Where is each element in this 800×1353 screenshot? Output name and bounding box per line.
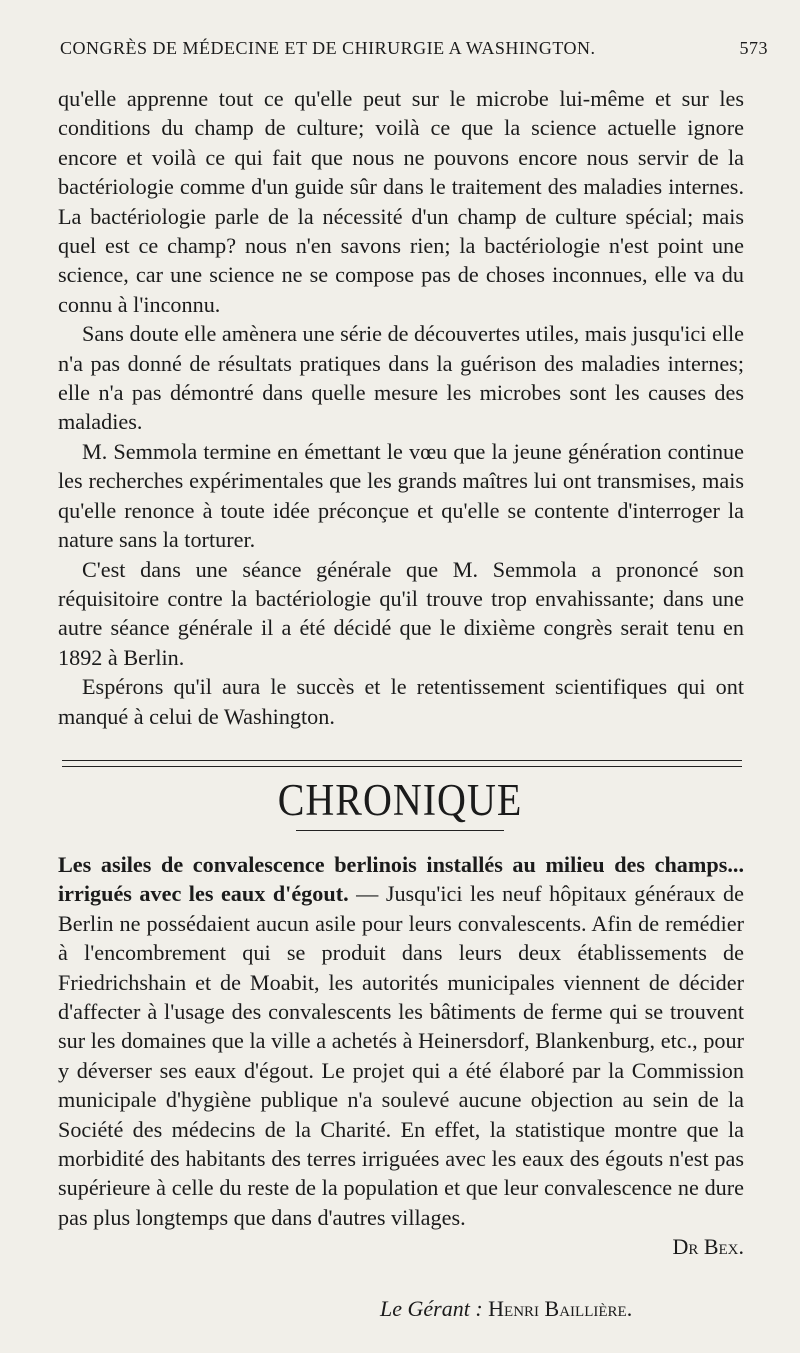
paragraph: Espérons qu'il aura le succès et le retentissement scientifiques qui ont manqué à celui de Washington. xyxy=(58,674,744,729)
gerant-label: Le Gérant : xyxy=(380,1296,483,1321)
chronicle-text: — Jusqu'ici les neuf hôpitaux généraux de Berlin ne possédaient aucun asile pour leurs convalescents. Afin de remédier à l'encombrement qui se produit dans leurs deux établissements de Friedrichshain et de Moabit, les autorités municipales viennent de décider d'affecter à l'usage des convalescents les bâtiments de ferme qui se trouvent sur les domaines que la ville a achetés à Heinersdorf, Blankenburg, etc., pour y déverser ses eaux d'égout. Le projet qui a été élaboré par la Commission municipale d'hygiène publique n'a soulevé aucune objection au sein de la Société des médecins de la Charité. En effet, la statistique montre que la morbidité des habitants des terres irriguées avec les eaux des égouts n'est pas supérieure à celle du reste de la population et que leur convalescence ne dure pas plus longtemps que dans d'autres villages. xyxy=(58,881,744,1230)
page-number: 573 xyxy=(739,38,768,58)
title-underline xyxy=(296,830,504,831)
chronicle-article xyxy=(58,850,744,1262)
section-divider xyxy=(62,760,742,767)
paragraph: C'est dans une séance générale que M. Semmola a prononcé son réquisitoire contre la bactériologie qu'il trouve trop envahissante; dans une autre séance générale il a été décidé que le dixième congrès serait tenu en 1892 à Berlin. xyxy=(58,556,744,670)
author-signature: Dr Bex. xyxy=(672,1234,744,1260)
chronicle-heading: Les asiles de convalescence berlinois installés au milieu des champs... irrigués avec les eaux d'égout. xyxy=(58,852,744,907)
paragraph: Sans doute elle amènera une série de découvertes utiles, mais jusqu'ici elle n'a pas donné de résultats pratiques dans la guérison des maladies internes; elle n'a pas démontré dans quelle mesure les microbes sont les causes des maladies. xyxy=(58,321,744,435)
running-title: CONGRÈS DE MÉDECINE ET DE CHIRURGIE A WASHINGTON. xyxy=(60,38,596,58)
chronicle-paragraph xyxy=(58,850,744,1232)
section-title: CHRONIQUE xyxy=(277,773,523,826)
gerant-line xyxy=(380,1296,632,1322)
running-head xyxy=(60,38,768,59)
gerant-name: Henri Baillière. xyxy=(488,1296,633,1321)
article-body xyxy=(58,84,744,731)
paragraph: qu'elle apprenne tout ce qu'elle peut sur le microbe lui-même et sur les conditions du champ de culture; voilà ce que la science actuelle ignore encore et voilà ce qui fait que nous ne pouvons encore nous servir de la bactériologie comme d'un guide sûr dans le traitement des maladies internes. La bactériologie parle de la nécessité d'un champ de culture spécial; mais quel est ce champ? nous n'en savons rien; la bactériologie n'est point une science, car une science ne se compose pas de choses inconnues, elle va du connu à l'inconnu. xyxy=(58,86,744,317)
paragraph: M. Semmola termine en émettant le vœu que la jeune génération continue les recherches expérimentales que les grands maîtres lui ont transmises, mais qu'elle renonce à toute idée préconçue et qu'elle se contente d'interroger la nature sans la torturer. xyxy=(58,438,744,553)
